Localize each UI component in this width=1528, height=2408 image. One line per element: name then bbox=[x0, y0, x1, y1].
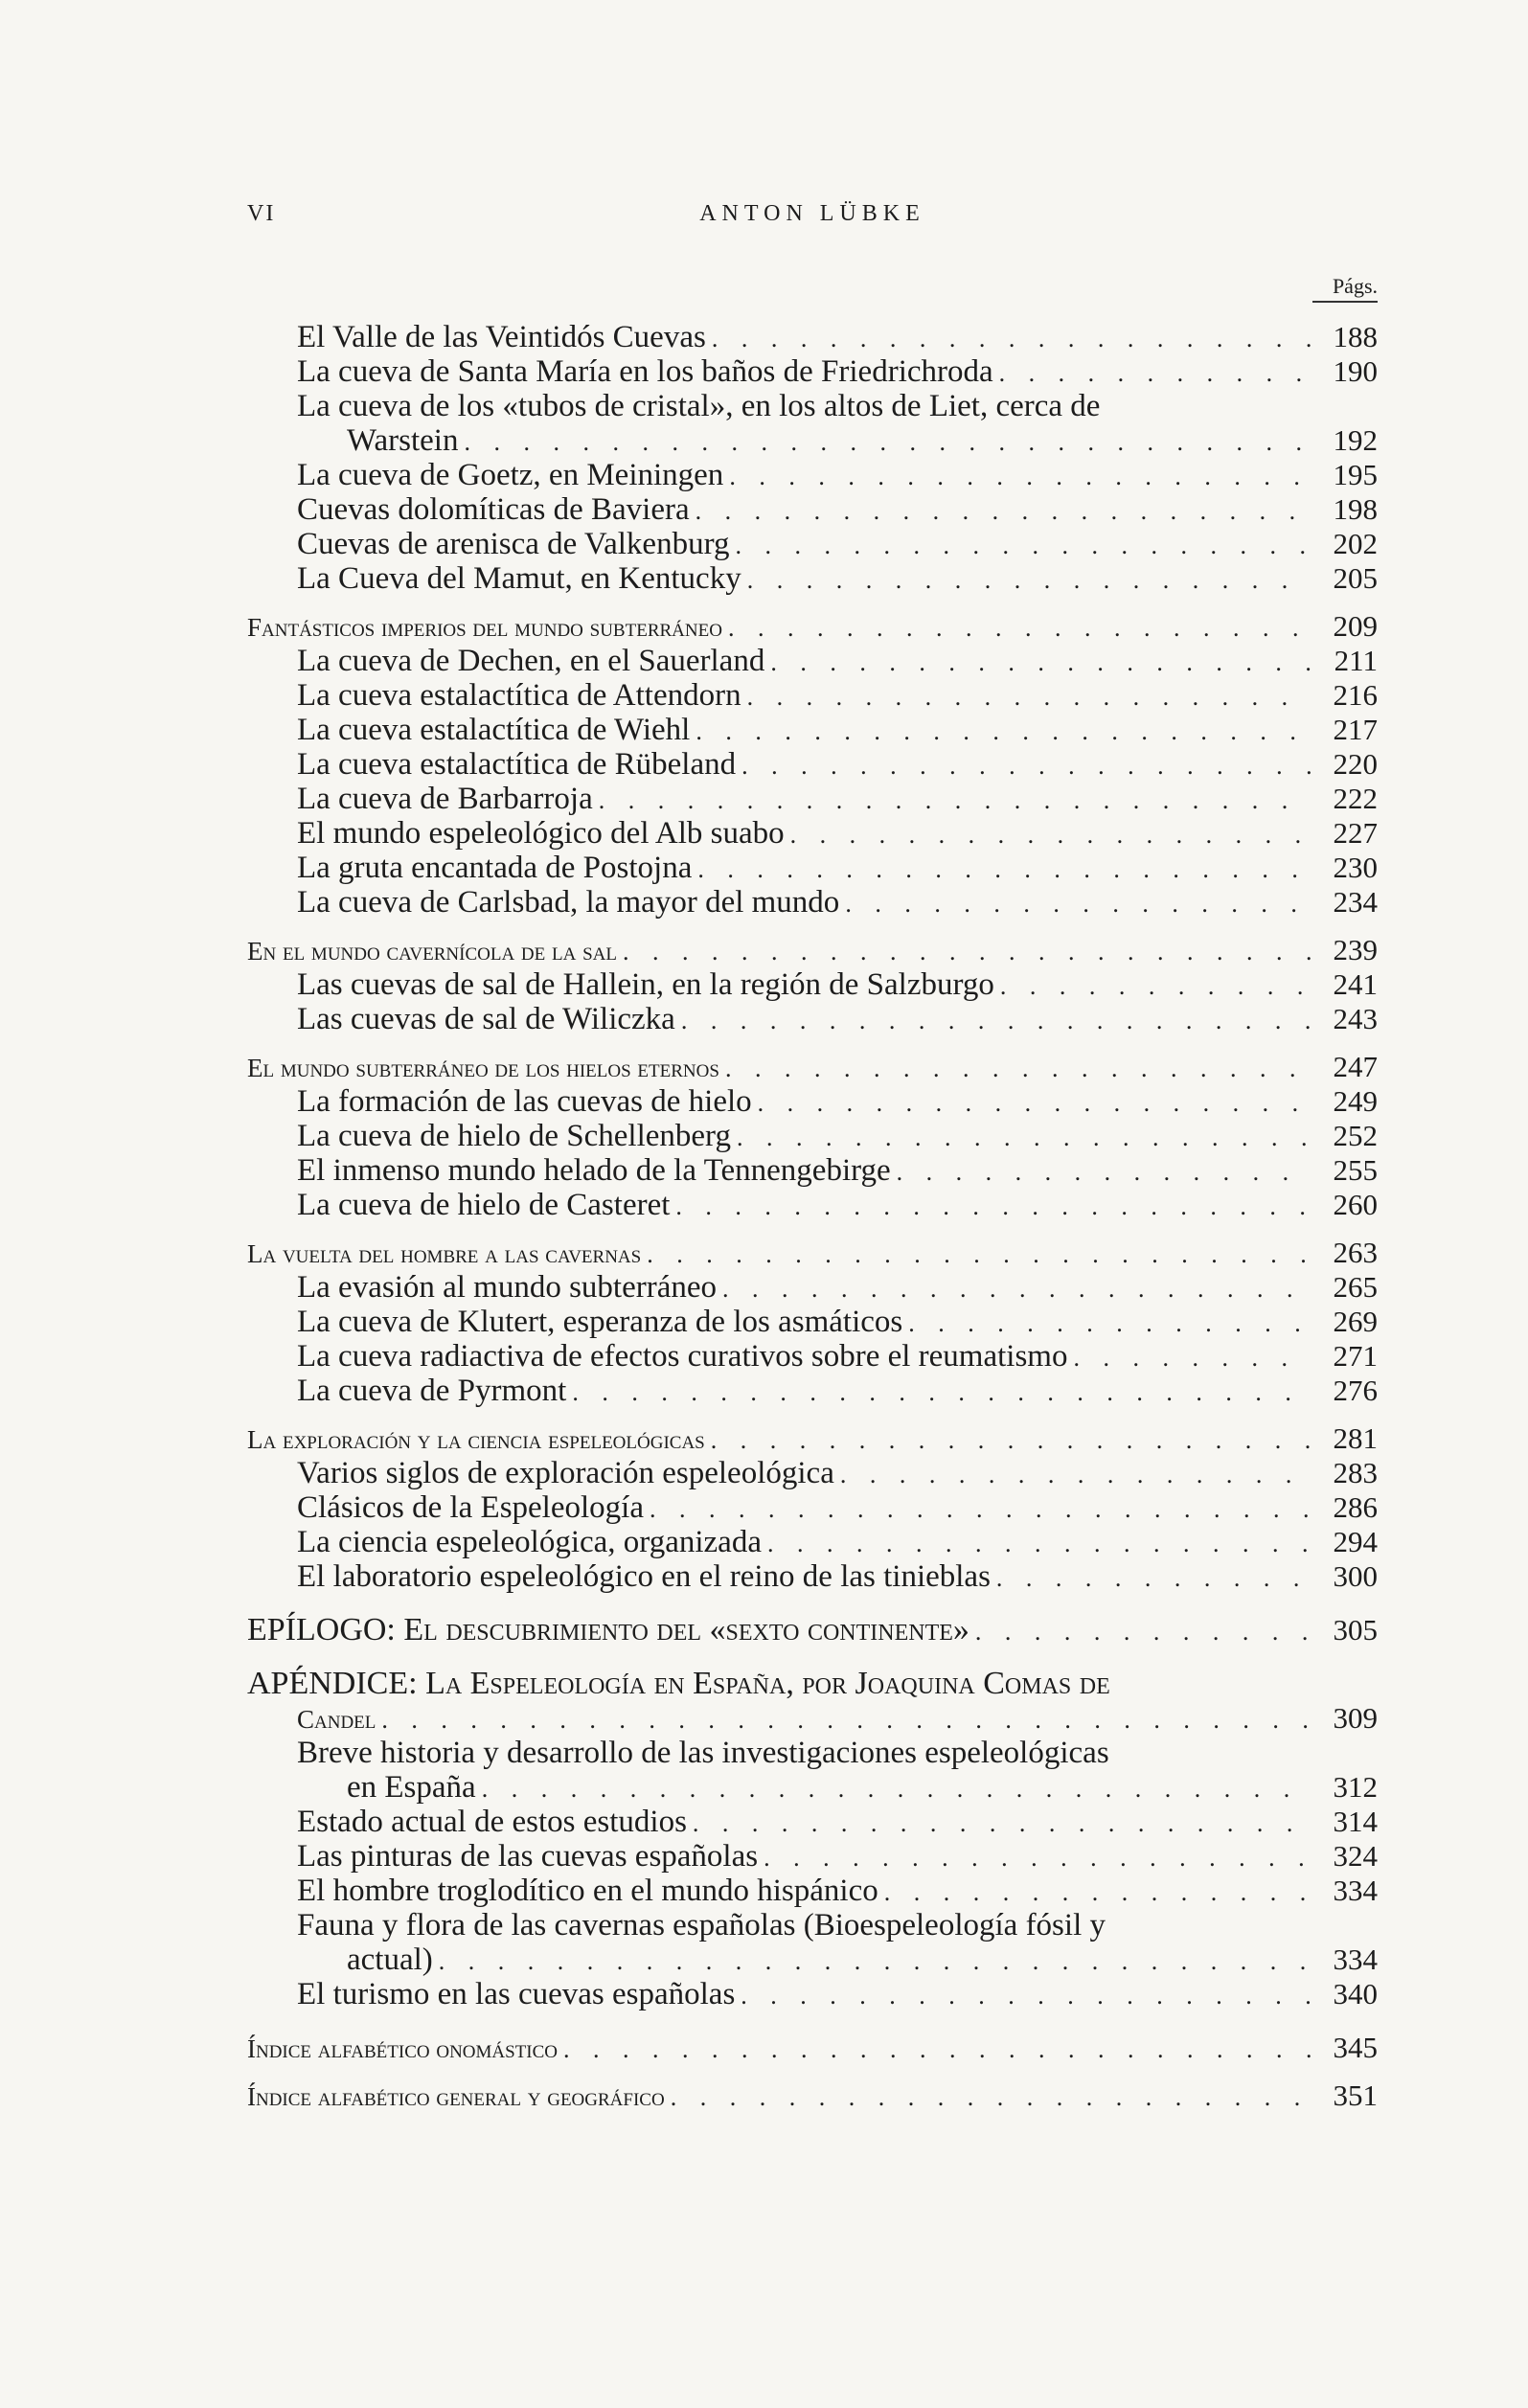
toc-entry-line: La cueva de los «tubos de cristal», en los altos de Liet, cerca de bbox=[297, 389, 1101, 423]
toc-entry: El mundo espeleológico del Alb suabo . . . 227 bbox=[247, 816, 1378, 851]
appendix-title: La Espeleología en España, por Joaquina Comas de bbox=[425, 1666, 1110, 1701]
toc-entry: Warstein . . . 192 bbox=[247, 423, 1378, 458]
table-of-contents bbox=[247, 320, 1378, 2113]
toc-entry: La Cueva del Mamut, en Kentucky . . . 205 bbox=[247, 561, 1378, 596]
toc-entry: La cueva de Goetz, en Meiningen . . . 195 bbox=[247, 458, 1378, 492]
toc-index-general: Índice alfabético general y geográfico . . . 351 bbox=[247, 2079, 1378, 2113]
toc-entry: La gruta encantada de Postojna . . . 230 bbox=[247, 851, 1378, 885]
toc-section-heading: En el mundo cavernícola de la sal . . . 239 bbox=[247, 933, 1378, 967]
toc-appendix-line bbox=[247, 1667, 1378, 1701]
toc-entry: Clásicos de la Espeleología . . . 286 bbox=[247, 1490, 1378, 1525]
page-header bbox=[247, 201, 1378, 239]
toc-section-heading: El mundo subterráneo de los hielos eternos . . . 247 bbox=[247, 1050, 1378, 1084]
page-folio: VI bbox=[247, 201, 276, 226]
appendix-label: APÉNDICE: bbox=[247, 1666, 418, 1701]
toc-entry: La cueva radiactiva de efectos curativos sobre el reumatismo . . . 271 bbox=[247, 1339, 1378, 1374]
epilogue-label: EPÍLOGO: bbox=[247, 1612, 396, 1647]
toc-entry: El hombre troglodítico en el mundo hispánico . . . 334 bbox=[247, 1874, 1378, 1908]
toc-entry: La cueva de hielo de Schellenberg . . . 252 bbox=[247, 1119, 1378, 1153]
toc-entry: La cueva de hielo de Casteret . . . 260 bbox=[247, 1188, 1378, 1222]
toc-entry: El Valle de las Veintidós Cuevas . . . 188 bbox=[247, 320, 1378, 354]
toc-entry: Las cuevas de sal de Wiliczka . . . 243 bbox=[247, 1002, 1378, 1036]
toc-entry: El laboratorio espeleológico en el reino de las tinieblas . . . 300 bbox=[247, 1559, 1378, 1594]
toc-entry: La cueva de Dechen, en el Sauerland . . . 211 bbox=[247, 644, 1378, 678]
toc-entry: en España . . . 312 bbox=[247, 1770, 1378, 1805]
toc-entry: La ciencia espeleológica, organizada . . . 294 bbox=[247, 1525, 1378, 1559]
toc-entry: Estado actual de estos estudios . . . 314 bbox=[247, 1805, 1378, 1839]
toc-entry: El turismo en las cuevas españolas . . . 340 bbox=[247, 1977, 1378, 2011]
toc-entry: Cuevas dolomíticas de Baviera . . . 198 bbox=[247, 492, 1378, 527]
toc-entry: La cueva de Carlsbad, la mayor del mundo . . . 234 bbox=[247, 885, 1378, 920]
toc-index-onomastic: Índice alfabético onomástico . . . 345 bbox=[247, 2031, 1378, 2065]
toc-entry: Las pinturas de las cuevas españolas . . . 324 bbox=[247, 1839, 1378, 1874]
toc-entry: actual) . . . 334 bbox=[247, 1942, 1378, 1977]
toc-appendix: Candel . . . 309 bbox=[247, 1701, 1378, 1736]
running-title: ANTON LÜBKE bbox=[699, 201, 925, 226]
pages-column-label: Págs. bbox=[1312, 274, 1378, 303]
toc-entry: La evasión al mundo subterráneo . . . 265 bbox=[247, 1270, 1378, 1305]
toc-entry: La cueva de Barbarroja . . . 222 bbox=[247, 782, 1378, 816]
toc-entry: La cueva estalactítica de Attendorn . . . 216 bbox=[247, 678, 1378, 713]
toc-section-heading: Fantásticos imperios del mundo subterráneo . . . 209 bbox=[247, 609, 1378, 644]
toc-epilogue: EPÍLOGO: El descubrimiento del «sexto continente» . . . 305 bbox=[247, 1613, 1378, 1647]
toc-entry: Las cuevas de sal de Hallein, en la región de Salzburgo . . . 241 bbox=[247, 967, 1378, 1002]
toc-entry: El inmenso mundo helado de la Tennengebirge . . . 255 bbox=[247, 1153, 1378, 1188]
toc-entry: Varios siglos de exploración espeleológica . . . 283 bbox=[247, 1456, 1378, 1490]
toc-entry: Cuevas de arenisca de Valkenburg . . . 202 bbox=[247, 527, 1378, 561]
toc-section-heading: La vuelta del hombre a las cavernas . . . 263 bbox=[247, 1236, 1378, 1270]
toc-entry: La cueva estalactítica de Wiehl . . . 217 bbox=[247, 713, 1378, 747]
toc-entry: La cueva estalactítica de Rübeland . . . 220 bbox=[247, 747, 1378, 782]
toc-entry: La cueva de Santa María en los baños de Friedrichroda . . . 190 bbox=[247, 354, 1378, 389]
epilogue-title: El descubrimiento del «sexto continente» bbox=[403, 1612, 969, 1647]
toc-entry: La cueva de Klutert, esperanza de los asmáticos . . . 269 bbox=[247, 1305, 1378, 1339]
toc-entry: La formación de las cuevas de hielo . . . 249 bbox=[247, 1084, 1378, 1119]
toc-entry-line: Fauna y flora de las cavernas españolas (Bioespeleología fósil y bbox=[297, 1908, 1106, 1942]
toc-entry-line: Breve historia y desarrollo de las investigaciones espeleológicas bbox=[297, 1736, 1109, 1770]
toc-section-heading: La exploración y la ciencia espeleológicas . . . 281 bbox=[247, 1421, 1378, 1456]
toc-entry: La cueva de Pyrmont . . . 276 bbox=[247, 1374, 1378, 1408]
